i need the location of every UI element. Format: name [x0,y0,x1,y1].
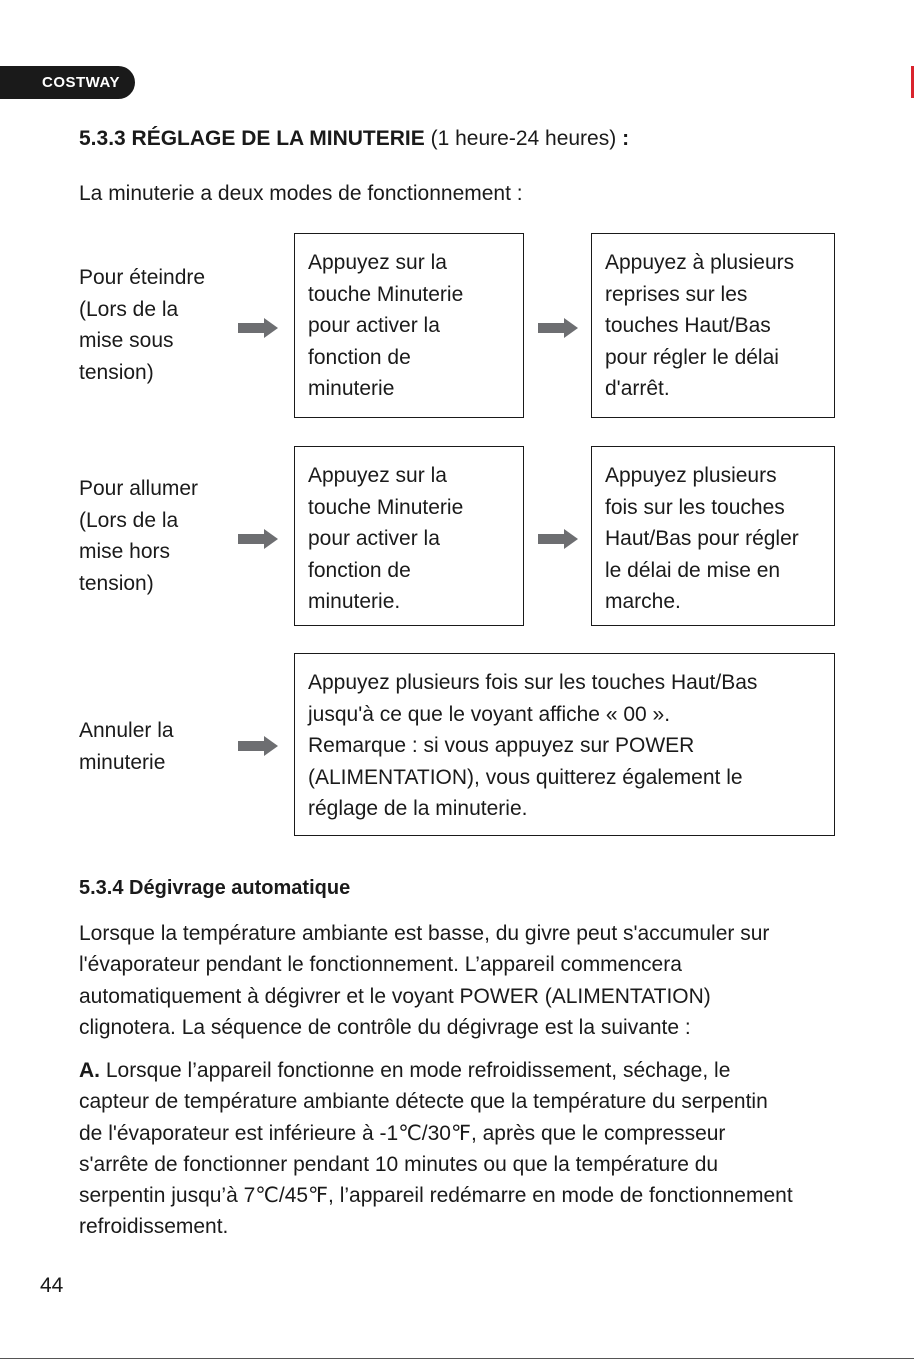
row-1-step-1-box: Appuyez sur la touche Minuterie pour activer la fonction de minuterie [294,233,524,418]
row-2-step-2-box: Appuyez plusieurs fois sur les touches Haut/Bas pour régler le délai de mise en marche. [591,446,835,626]
right-arrow-icon [238,318,278,338]
page-bottom-rule [0,1358,914,1359]
page-number: 44 [40,1274,64,1297]
brand-name: COSTWAY [42,74,120,91]
right-arrow-icon [538,318,578,338]
row-3-note-box: Appuyez plusieurs fois sur les touches Haut/Bas jusqu'à ce que le voyant affiche « 00 ». Remarque : si vous appuyez sur POWER (ALIMENTATION), vous quitterez également le réglage de la minuterie. [294,653,835,836]
row-3-label: Annuler la minuterie [79,719,174,774]
section-533-range: (1 heure-24 heures) [424,127,623,150]
section-533-title [79,124,629,154]
section-534-item-a [79,1055,849,1243]
brand-logo [0,66,135,99]
item-a-label: A. [79,1059,100,1082]
row-1-label: Pour éteindre (Lors de la mise sous tension) [79,266,206,384]
section-534-title: 5.3.4 Dégivrage automatique [79,877,351,899]
row-1-step-2-box: Appuyez à plusieurs reprises sur les touches Haut/Bas pour régler le délai d'arrêt. [591,233,835,418]
section-533-number-title: 5.3.3 RÉGLAGE DE LA MINUTERIE [79,127,425,150]
right-arrow-icon [538,529,578,549]
right-arrow-icon [238,529,278,549]
right-arrow-icon [238,736,278,756]
section-534-paragraph: Lorsque la température ambiante est basse, du givre peut s'accumuler sur l'évaporateur pendant le fonctionnement. L’appareil commencera automatiquement à dégivrer et le voyant POWER (ALIMENTATION) clignotera. La séquence de contrôle du dégivrage est la suivante : [79,922,770,1039]
row-2-step-1-box: Appuyez sur la touche Minuterie pour activer la fonction de minuterie. [294,446,524,626]
item-a-text: Lorsque l’appareil fonctionne en mode refroidissement, séchage, le capteur de température ambiante détecte que la température du serpentin de l'évaporateur est inférieure à -1℃/30℉, après que le compresseur s'arrête de fonctionner pendant 10 minutes ou que la température du serpentin jusqu’à 7℃/45℉, l’appareil redémarre en mode de fonctionnement refroidissement. [79,1059,793,1239]
section-533-colon: : [622,127,630,150]
row-2-label: Pour allumer (Lors de la mise hors tension) [79,477,199,595]
section-533-intro: La minuterie a deux modes de fonctionnement : [79,182,523,205]
